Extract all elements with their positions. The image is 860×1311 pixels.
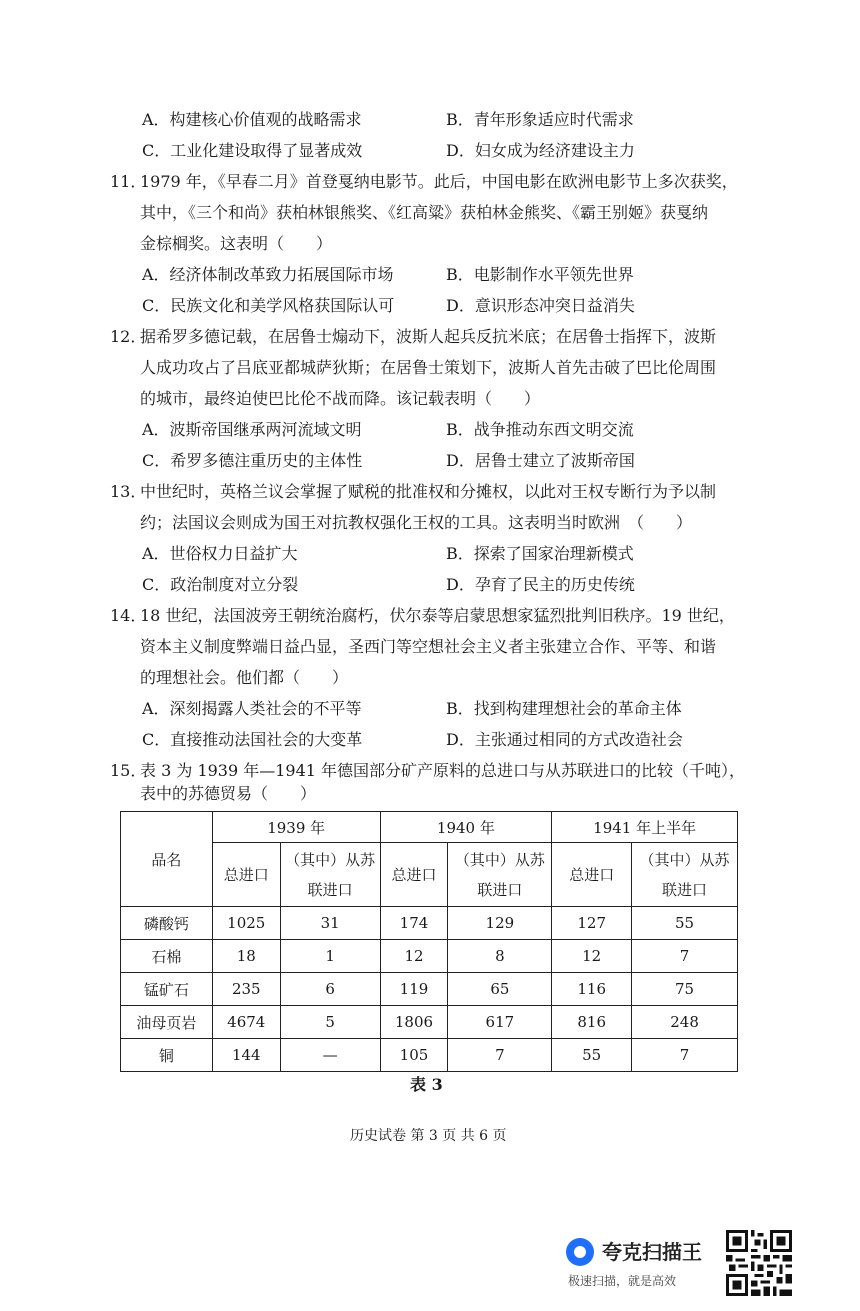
row-label: 铜	[121, 1039, 213, 1072]
table-cell: 105	[380, 1039, 448, 1072]
question-number: 15．	[110, 761, 147, 780]
header-ussr-import: （其中）从苏联进口	[280, 843, 380, 907]
q11-option-a: A．经济体制改革致力拓展国际市场	[142, 265, 394, 284]
question-number: 11．	[110, 172, 147, 191]
q15-line-2: 表中的苏德贸易（ ）	[140, 784, 317, 803]
q12-option-b: B．战争推动东西文明交流	[446, 420, 634, 439]
table-cell: 12	[380, 940, 448, 973]
header-total-import: 总进口	[212, 843, 280, 907]
row-label: 锰矿石	[121, 973, 213, 1006]
table-cell: 1	[280, 940, 380, 973]
table-cell: —	[280, 1039, 380, 1072]
q10-option-a: A．构建核心价值观的战略需求	[142, 110, 362, 129]
page-footer: 历史试卷 第 3 页 共 6 页	[350, 1128, 507, 1144]
table-cell: 116	[552, 973, 632, 1006]
q11-option-b: B．电影制作水平领先世界	[446, 265, 634, 284]
table-row	[121, 1039, 738, 1072]
table-row	[121, 940, 738, 973]
header-ussr-import: （其中）从苏联进口	[448, 843, 552, 907]
q11-text: 1979 年，《早春二月》首登戛纳电影节。此后，中国电影在欧洲电影节上多次获奖，	[140, 172, 738, 191]
table-cell: 617	[448, 1006, 552, 1039]
scanner-brand-name: 夸克扫描王	[602, 1240, 702, 1264]
q11-option-c: C．民族文化和美学风格获国际认可	[142, 296, 395, 315]
q12-option-a: A．波斯帝国继承两河流域文明	[142, 420, 362, 439]
table-cell: 12	[552, 940, 632, 973]
table-cell: 7	[632, 1039, 738, 1072]
table-cell: 235	[212, 973, 280, 1006]
q13-text: 中世纪时，英格兰议会掌握了赋税的批准权和分摊权，以此对王权专断行为予以制	[140, 482, 717, 501]
table-cell: 7	[448, 1039, 552, 1072]
q10-option-c: C．工业化建设取得了显著成效	[142, 141, 363, 160]
q13-option-d: D．孕育了民主的历史传统	[446, 575, 635, 594]
q11-line-3: 金棕榈奖。这表明（ ）	[140, 234, 333, 253]
question-number: 13．	[110, 482, 147, 501]
q10-option-b: B．青年形象适应时代需求	[446, 110, 634, 129]
q14-line-3: 的理想社会。他们都（ ）	[140, 668, 349, 687]
table-row	[121, 907, 738, 940]
q13-option-c: C．政治制度对立分裂	[142, 575, 299, 594]
q13-option-a: A．世俗权力日益扩大	[142, 544, 298, 563]
table-cell: 6	[280, 973, 380, 1006]
table-cell: 119	[380, 973, 448, 1006]
scanner-watermark	[566, 1230, 796, 1300]
q12-option-d: D．居鲁士建立了波斯帝国	[446, 451, 635, 470]
table-caption: 表 3	[410, 1075, 443, 1094]
q13-option-b: B．探索了国家治理新模式	[446, 544, 634, 563]
q12-text: 据希罗多德记载，在居鲁士煽动下，波斯人起兵反抗米底；在居鲁士指挥下，波斯	[140, 327, 717, 346]
q12-line-2: 人成功攻占了吕底亚都城萨狄斯；在居鲁士策划下，波斯人首先击破了巴比伦周围	[140, 358, 717, 377]
table-header-row	[121, 812, 738, 843]
q15-text: 表 3 为 1939 年—1941 年德国部分矿产原料的总进口与从苏联进口的比较（千吨），	[140, 761, 746, 780]
header-year: 1939 年	[212, 812, 380, 843]
table-cell: 7	[632, 940, 738, 973]
q14-option-b: B．找到构建理想社会的革命主体	[446, 699, 682, 718]
header-year: 1941 年上半年	[552, 812, 738, 843]
q14-option-c: C．直接推动法国社会的大变革	[142, 730, 363, 749]
header-ussr-import: （其中）从苏联进口	[632, 843, 738, 907]
q12-option-c: C．希罗多德注重历史的主体性	[142, 451, 363, 470]
table-subheader-row	[121, 843, 738, 907]
q15-line-1	[110, 761, 745, 781]
table-cell: 55	[632, 907, 738, 940]
table-cell: 65	[448, 973, 552, 1006]
scanner-logo-icon	[566, 1238, 594, 1266]
question-number: 14．	[110, 606, 147, 625]
table-cell: 127	[552, 907, 632, 940]
qr-code-icon	[726, 1230, 792, 1296]
table-cell: 129	[448, 907, 552, 940]
header-cell-item: 品名	[121, 812, 213, 907]
q14-option-a: A．深刻揭露人类社会的不平等	[142, 699, 362, 718]
table-row	[121, 973, 738, 1006]
table-cell: 55	[552, 1039, 632, 1072]
table-cell: 1806	[380, 1006, 448, 1039]
table-cell: 144	[212, 1039, 280, 1072]
q11-line-2: 其中，《三个和尚》获柏林银熊奖、《红高粱》获柏林金熊奖、《霸王别姬》获戛纳	[140, 203, 709, 222]
q11-option-d: D．意识形态冲突日益消失	[446, 296, 635, 315]
table-cell: 5	[280, 1006, 380, 1039]
row-label: 油母页岩	[121, 1006, 213, 1039]
scanner-slogan: 极速扫描，就是高效	[568, 1274, 677, 1288]
row-label: 石棉	[121, 940, 213, 973]
header-year: 1940 年	[380, 812, 552, 843]
table-cell: 75	[632, 973, 738, 1006]
table-cell: 8	[448, 940, 552, 973]
q13-line-2: 约；法国议会则成为国王对抗教权强化王权的工具。这表明当时欧洲 （ ）	[140, 513, 693, 532]
data-table	[120, 811, 738, 1072]
header-total-import: 总进口	[552, 843, 632, 907]
table-cell: 174	[380, 907, 448, 940]
q14-text: 18 世纪，法国波旁王朝统治腐朽，伏尔泰等启蒙思想家猛烈批判旧秩序。19 世纪，	[140, 606, 735, 625]
q14-line-2: 资本主义制度弊端日益凸显，圣西门等空想社会主义者主张建立合作、平等、和谐	[140, 637, 717, 656]
question-number: 12．	[110, 327, 147, 346]
q14-option-d: D．主张通过相同的方式改造社会	[446, 730, 683, 749]
table-cell: 816	[552, 1006, 632, 1039]
table-cell: 1025	[212, 907, 280, 940]
q12-line-3: 的城市，最终迫使巴比伦不战而降。该记载表明（ ）	[140, 389, 541, 408]
q10-option-d: D．妇女成为经济建设主力	[446, 141, 635, 160]
q12-line-1	[110, 327, 716, 347]
q13-line-1	[110, 482, 716, 502]
table-cell: 4674	[212, 1006, 280, 1039]
header-total-import: 总进口	[380, 843, 448, 907]
row-label: 磷酸钙	[121, 907, 213, 940]
table-cell: 18	[212, 940, 280, 973]
table-row	[121, 1006, 738, 1039]
table-cell: 31	[280, 907, 380, 940]
table-cell: 248	[632, 1006, 738, 1039]
q14-line-1	[110, 606, 735, 626]
q11-line-1	[110, 172, 738, 192]
